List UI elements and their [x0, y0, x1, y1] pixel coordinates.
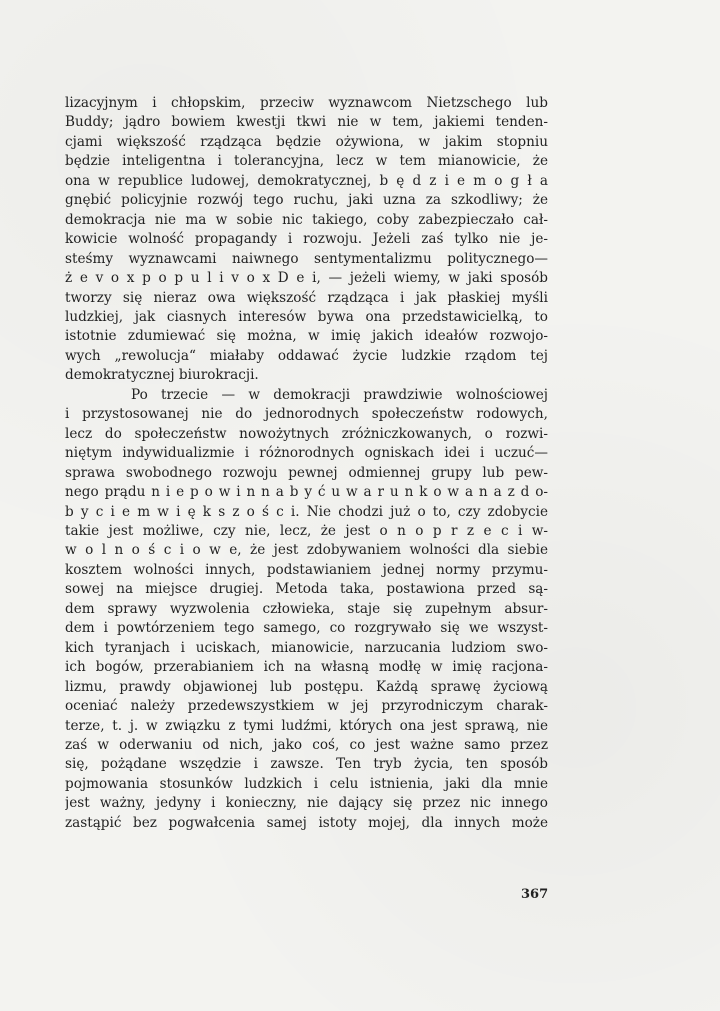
text-line: cjami większość rządząca będzie ożywiona, w jakim stopniu — [65, 133, 548, 150]
text-line: Buddy; jądro bowiem kwestji tkwi nie w tem, jakiemi tenden- — [65, 114, 548, 131]
text-line: lizmu, prawdy objawionej lub postępu. Każdą sprawę życiową — [65, 678, 548, 695]
text-line: jest ważny, jedyny i konieczny, nie dający się przez nic innego — [65, 795, 548, 812]
text-line: pojmowania stosunków ludzkich i celu istnienia, jaki dla mnie — [65, 775, 548, 792]
text-line: istotnie zdumiewać się można, w imię jakich ideałów rozwojo- — [65, 328, 548, 345]
text-line: nego prądu n i e p o w i n n a b y ć u w a r u n k o w a n a z d o- — [65, 484, 548, 501]
text-line: niętym indywidualizmie i różnorodnych ogniskach idei i uczuć— — [65, 445, 548, 462]
text-line: steśmy wyznawcami naiwnego sentymentalizmu politycznego— — [65, 250, 548, 267]
text-line: i przystosowanej nie do jednorodnych społeczeństw rodowych, — [65, 406, 548, 423]
text-line: lecz do społeczeństw nowożytnych zróżniczkowanych, o rozwi- — [65, 425, 548, 442]
text-line: oceniać należy przedewszystkiem w jej przyrodniczym charak- — [65, 698, 548, 715]
text-line: terze, t. j. w związku z tymi ludźmi, których ona jest sprawą, nie — [65, 717, 548, 734]
text-line: lizacyjnym i chłopskim, przeciw wyznawcom Nietzschego lub — [65, 95, 548, 111]
text-line: takie jest możliwe, czy nie, lecz, że jest o n o p r z e c i w- — [65, 522, 548, 539]
text-line: ich bogów, przerabianiem ich na własną modłę w imię racjona- — [65, 659, 548, 676]
text-line: tworzy się nieraz owa większość rządząca i jak płaskiej myśli — [65, 289, 548, 306]
text-line: zastąpić bez pogwałcenia samej istoty mojej, dla innych może — [65, 814, 548, 831]
page-number: 367 — [521, 887, 549, 902]
body-text — [65, 94, 548, 833]
text-line: Po trzecie — w demokracji prawdziwie wolnościowej — [131, 386, 548, 403]
text-line: b y c i e m w i ę k s z o ś c i. Nie chodzi już o to, czy zdobycie — [65, 503, 548, 520]
text-line: kich tyranjach i uciskach, mianowicie, narzucania ludziom swo- — [65, 639, 548, 656]
text-line: dem sprawy wyzwolenia człowieka, staje się zupełnym absur- — [65, 600, 548, 617]
text-line: sowej na miejsce drugiej. Metoda taka, postawiona przed są- — [65, 581, 548, 598]
text-line: sprawa swobodnego rozwoju pewnej odmiennej grupy lub pew- — [65, 464, 548, 481]
text-line: demokracja nie ma w sobie nic takiego, coby zabezpieczało cał- — [65, 211, 548, 228]
text-line: kowicie wolność propagandy i rozwoju. Jeżeli zaś tylko nie je- — [65, 231, 548, 248]
text-line: dem i powtórzeniem tego samego, co rozgrywało się we wszyst- — [65, 620, 548, 637]
text-line: ludzkiej, jak ciasnych interesów bywa ona przedstawicielką, to — [65, 308, 548, 325]
text-line: ona w republice ludowej, demokratycznej, b ę d z i e m o g ł a — [65, 172, 548, 189]
text-line: kosztem wolności innych, podstawianiem jednej normy przymu- — [65, 561, 548, 578]
text-line: wych „rewolucja“ miałaby oddawać życie ludzkie rządom tej — [65, 347, 548, 364]
text-line: ż e v o x p o p u l i v o x D e i, — jeżeli wiemy, w jaki sposób — [65, 270, 548, 287]
text-line: się, pożądane wszędzie i zawsze. Ten tryb życia, ten sposób — [65, 756, 548, 773]
text-line: zaś w oderwaniu od nich, jako coś, co jest ważne samo przez — [65, 736, 548, 753]
text-line: w o l n o ś c i o w e, że jest zdobywaniem wolności dla siebie — [65, 542, 548, 559]
text-line: gnębić policyjnie rozwój tego ruchu, jaki uzna za szkodliwy; że — [65, 192, 548, 209]
text-line: będzie inteligentna i tolerancyjna, lecz w tem mianowicie, że — [65, 153, 548, 170]
text-line: demokratycznej biurokracji. — [65, 367, 259, 384]
